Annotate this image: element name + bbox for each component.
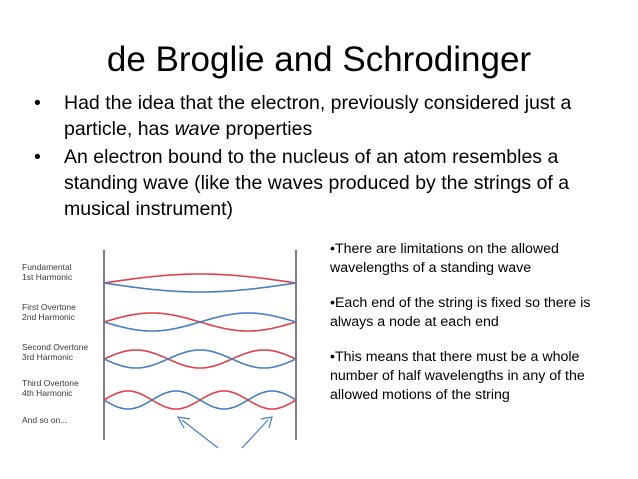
side-note: •Each end of the string is fixed so there is always a node at each end (330, 295, 591, 330)
bullet-dot: • (34, 92, 41, 114)
node-arrow (242, 420, 268, 448)
harmonic-label-line: Fundamental (22, 262, 72, 272)
wave-curves (104, 274, 296, 409)
harmonic-label-line: Third Overtone (22, 378, 79, 388)
wave-blue-harmonic-3 (104, 350, 296, 368)
harmonic-label-line: 3rd Harmonic (22, 352, 74, 362)
harmonic-label-line: First Overtone (22, 302, 76, 312)
bullet-text-end: properties (220, 118, 313, 140)
harmonic-label-line: 2nd Harmonic (22, 312, 75, 322)
wave-blue-harmonic-1 (104, 283, 296, 292)
harmonic-label-line: 4th Harmonic (22, 388, 73, 398)
bullet-text: An electron bound to the nucleus of an atom resembles a standing wave (like the waves produced by the strings of a musical instrument) (64, 146, 570, 220)
harmonic-label-line: Second Overtone (22, 342, 89, 352)
harmonic-label-line: And so on... (22, 415, 68, 425)
bullet-emphasis: wave (174, 118, 221, 140)
wave-red-harmonic-1 (104, 274, 296, 283)
side-notes (330, 240, 630, 421)
node-arrow-head (178, 417, 190, 428)
node-arrow (182, 420, 218, 448)
bullet-text: Had the idea that the electron, previously considered just a particle, has (64, 92, 572, 140)
wave-blue-harmonic-2 (104, 313, 296, 331)
wave-blue-harmonic-4 (104, 391, 296, 409)
wave-red-harmonic-3 (104, 350, 296, 368)
side-note: •This means that there must be a whole number of half wavelengths in any of the allowed motions of the string (330, 349, 585, 403)
node-arrows (178, 417, 272, 448)
slide-title: de Broglie and Schrodinger (106, 40, 532, 79)
side-note: •There are limitations on the allowed wavelengths of a standing wave (330, 241, 559, 276)
bullet-dot: • (34, 146, 41, 168)
harmonic-label-line: 1st Harmonic (22, 272, 73, 282)
